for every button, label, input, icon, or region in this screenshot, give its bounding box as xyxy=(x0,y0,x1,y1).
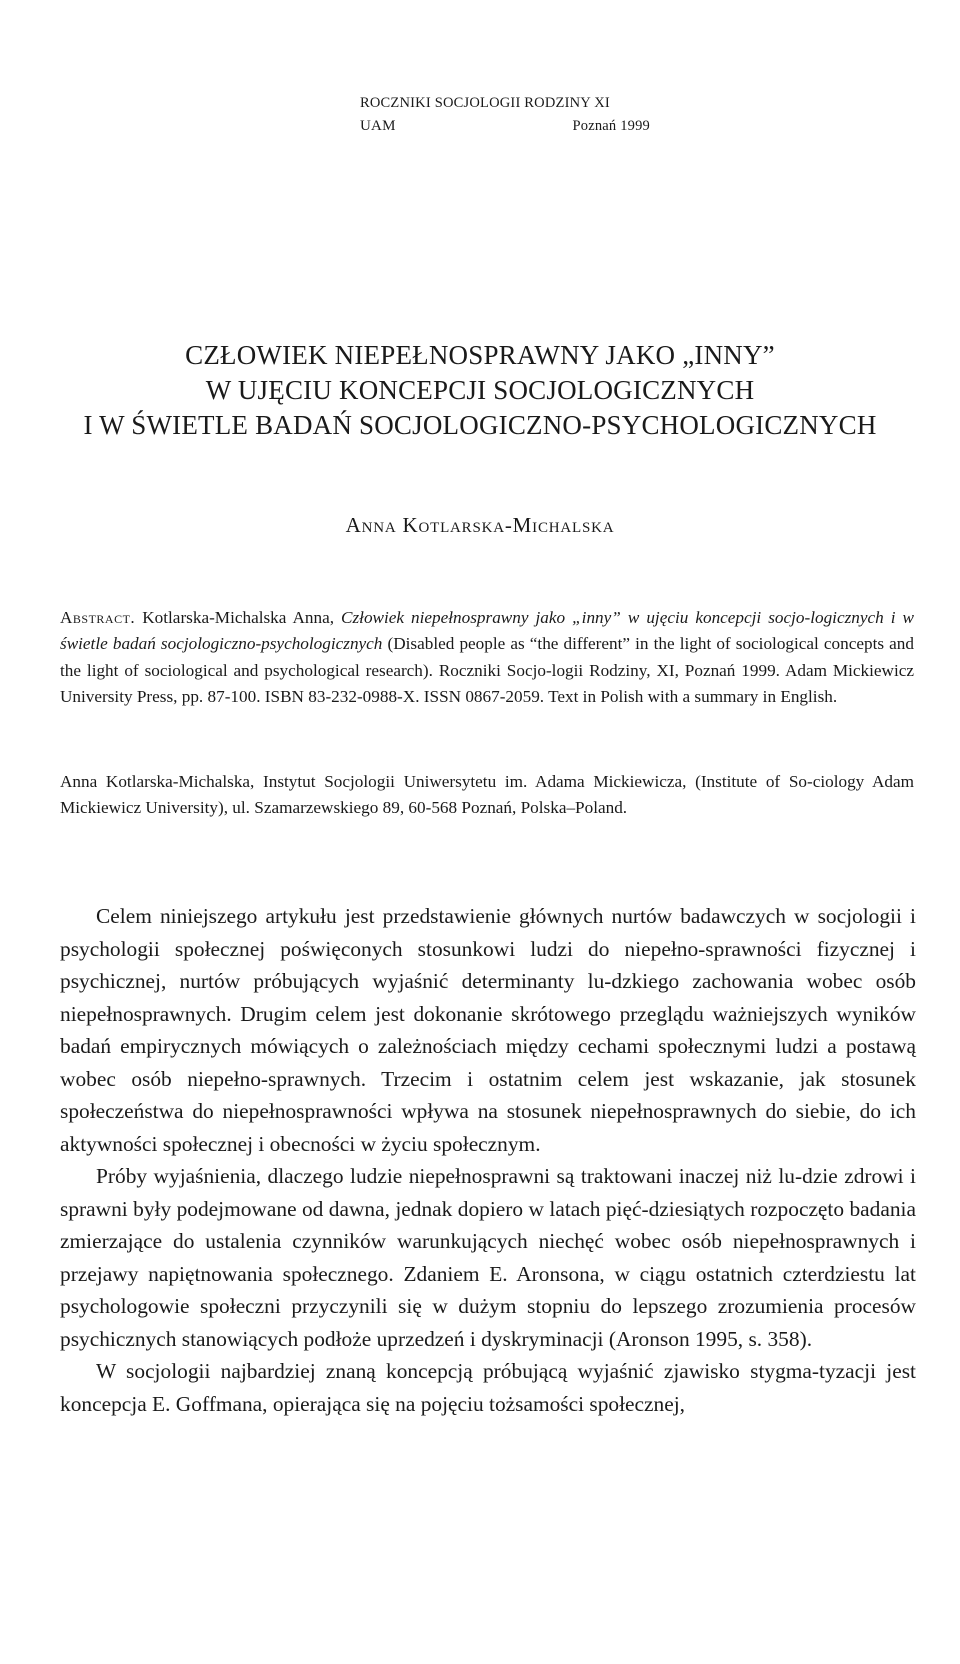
running-head-publisher-row xyxy=(360,115,650,138)
abstract-label: Abstract. xyxy=(60,608,136,627)
article-body xyxy=(60,900,916,1420)
title-line-3: I W ŚWIETLE BADAŃ SOCJOLOGICZNO-PSYCHOLOGICZNYCH xyxy=(83,410,877,440)
body-paragraph-2: Próby wyjaśnienia, dlaczego ludzie niepełnosprawni są traktowani inaczej niż lu-dzie zdrowi i sprawni były podejmowane od dawna, jednak dopiero w latach pięć-dziesiątych rozpoczęto badania zmierzające do ustalenia czynników warunkujących niechęć wobec osób niepełnosprawnych i przejawy napiętnowania społecznego. Zdaniem E. Aronsona, w ciągu ostatnich czterdziestu lat psychologowie społeczni przyczynili się w dużym stopniu do lepszego zrozumienia procesów psychicznych stanowiących podłoże uprzedzeń i dyskryminacji (Aronson 1995, s. 358). xyxy=(60,1164,916,1351)
body-paragraph-3: W socjologii najbardziej znaną koncepcją próbującą wyjaśnić zjawisko stygma-tyzacji jest koncepcja E. Goffmana, opierająca się na pojęciu tożsamości społecznej, xyxy=(60,1359,916,1416)
author-name: Anna Kotlarska-Michalska xyxy=(345,513,615,537)
author-affiliation: Anna Kotlarska-Michalska, Instytut Socjologii Uniwersytetu im. Adama Mickiewicza, (Institute of So-ciology Adam Mickiewicz University), ul. Szamarzewskiego 89, 60-568 Poznań, Polska–Poland. xyxy=(60,772,914,818)
place-year: Poznań 1999 xyxy=(572,118,650,134)
running-head xyxy=(360,92,650,138)
title-line-2: W UJĘCIU KONCEPCJI SOCJOLOGICZNYCH xyxy=(205,375,755,405)
abstract-author-ref: Kotlarska-Michalska Anna, xyxy=(135,608,342,627)
abstract-rest: (Disabled people as “the different” in the light of sociological concepts and the light of sociological and psychological research). Roczniki Socjo-logii Rodziny, XI, Poznań 1999. Adam Mickiewicz University Press, pp. 87-100. ISBN 83-232-0988-X. ISSN 0867-2059. Text in Polish with a summary in English. xyxy=(60,634,914,706)
title-line-1: CZŁOWIEK NIEPEŁNOSPRAWNY JAKO „INNY” xyxy=(185,340,775,370)
body-paragraph-1: Celem niniejszego artykułu jest przedstawienie głównych nurtów badawczych w socjologii i psychologii społecznej poświęconych stosunkowi ludzi do niepełno-sprawności fizycznej i psychicznej, nurtów próbujących wyjaśnić determinanty lu-dzkiego zachowania wobec osób niepełnosprawnych. Drugim celem jest dokonanie skrótowego przeglądu ważniejszych wyników badań empirycznych mówiących o zależnościach między cechami społecznymi ludzi a postawą wobec osób niepełno-sprawnych. Trzecim i ostatnim celem jest wskazanie, jak stosunek społeczeństwa do niepełnosprawności wpływa na stosunek niepełnosprawnych do siebie, do ich aktywności społecznej i obecności w życiu społecznym. xyxy=(60,904,916,1156)
journal-name: ROCZNIKI SOCJOLOGII RODZINY XI xyxy=(360,95,610,111)
publisher: UAM xyxy=(360,118,396,134)
running-head-journal-row xyxy=(360,92,650,115)
article-title xyxy=(0,338,960,443)
abstract-title-italic: Człowiek niepełnosprawny jako „inny” w ujęciu koncepcji socjo-logicznych i w świetle badań socjologiczno-psychologicznych xyxy=(60,608,914,654)
abstract xyxy=(60,605,914,710)
